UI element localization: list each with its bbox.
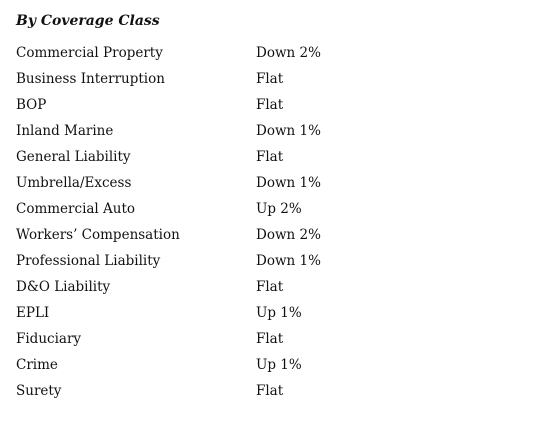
table-row [16,118,536,144]
table-row [16,196,536,222]
coverage-class-cell: BOP [16,97,47,113]
rate-change-cell: Flat [256,71,284,87]
coverage-class-cell: Commercial Auto [16,201,136,217]
coverage-class-cell: Business Interruption [16,71,165,87]
rate-change-cell: Down 1% [256,253,321,269]
coverage-class-cell: Inland Marine [16,123,114,139]
rate-change-cell: Down 1% [256,175,321,191]
rate-change-cell: Flat [256,331,284,347]
table-row [16,378,536,404]
coverage-class-cell: D&O Liability [16,279,111,295]
coverage-class-cell: Workers’ Compensation [16,227,180,243]
coverage-class-cell: EPLI [16,305,50,321]
rate-change-cell: Up 1% [256,305,302,321]
rate-change-cell: Flat [256,149,284,165]
table-row [16,170,536,196]
coverage-class-cell: General Liability [16,149,131,165]
rate-change-cell: Down 2% [256,227,321,243]
section-heading: By Coverage Class [16,13,160,29]
rate-change-cell: Up 1% [256,357,302,373]
rate-change-cell: Flat [256,97,284,113]
table-row [16,40,536,66]
table-row [16,92,536,118]
table-row [16,144,536,170]
rate-change-cell: Flat [256,279,284,295]
coverage-class-cell: Commercial Property [16,45,163,61]
table-row [16,326,536,352]
coverage-class-cell: Crime [16,357,58,373]
coverage-class-table [16,40,536,404]
rate-change-cell: Down 1% [256,123,321,139]
table-row [16,352,536,378]
table-row [16,248,536,274]
rate-change-cell: Down 2% [256,45,321,61]
table-row [16,274,536,300]
table-row [16,222,536,248]
table-row [16,66,536,92]
coverage-class-cell: Fiduciary [16,331,82,347]
coverage-class-cell: Umbrella/Excess [16,175,132,191]
rate-change-cell: Flat [256,383,284,399]
coverage-class-cell: Professional Liability [16,253,161,269]
coverage-class-cell: Surety [16,383,62,399]
rate-change-cell: Up 2% [256,201,302,217]
table-row [16,300,536,326]
